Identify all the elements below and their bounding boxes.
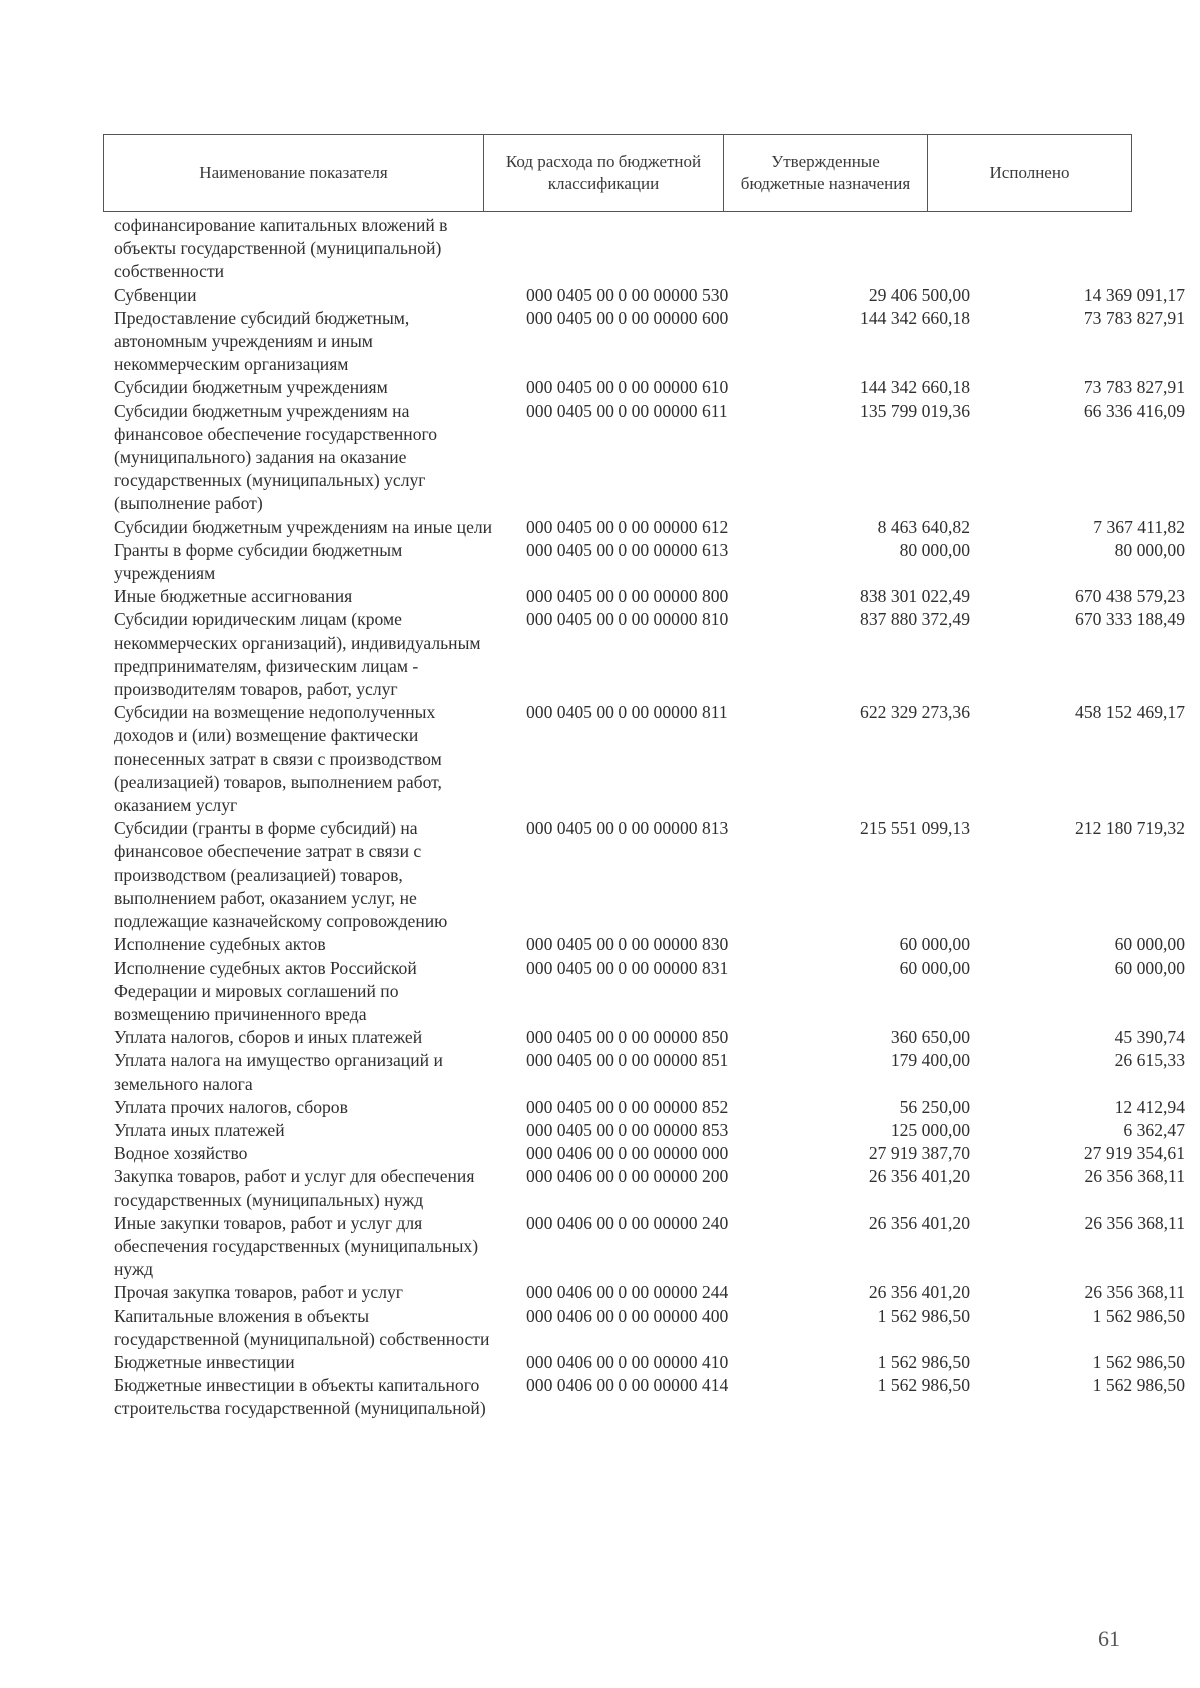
row-approved: 837 880 372,49	[860, 609, 970, 630]
row-executed: 212 180 719,32	[1075, 818, 1185, 839]
header-code: Код расхода по бюджетной классификации	[484, 135, 724, 212]
row-name: Исполнение судебных актов Российской Федерации и мировых соглашений по возмещению причиненного вреда	[114, 957, 417, 1024]
table-row	[103, 376, 1193, 399]
header-approved: Утвержденные бюджетные назначения	[724, 135, 928, 212]
table-row	[103, 1281, 1193, 1304]
row-name: Гранты в форме субсидии бюджетным учреждениям	[114, 539, 403, 584]
table-row	[103, 1165, 1193, 1211]
row-executed: 12 412,94	[1114, 1096, 1185, 1117]
table-row	[103, 701, 1193, 817]
row-code: 000 0405 00 0 00 00000 853	[526, 1119, 729, 1140]
table-row	[103, 307, 1193, 377]
row-approved: 1 562 986,50	[877, 1375, 970, 1396]
row-name: Субсидии юридическим лицам (кроме некоммерческих организаций), индивидуальным предпринимателям, физическим лицам - производителям товаров, работ, услуг	[114, 609, 481, 700]
table-row	[103, 214, 1193, 284]
row-name: Предоставление субсидий бюджетным, автономным учреждениям и иным некоммерческим организациям	[114, 307, 410, 375]
row-approved: 60 000,00	[899, 934, 970, 955]
row-approved: 29 406 500,00	[868, 284, 970, 305]
header-name: Наименование показателя	[104, 135, 484, 212]
table-row	[103, 1119, 1193, 1142]
row-approved: 838 301 022,49	[860, 586, 970, 607]
row-name: Водное хозяйство	[114, 1143, 248, 1164]
row-executed: 1 562 986,50	[1092, 1351, 1185, 1372]
row-name: Уплата прочих налогов, сборов	[114, 1096, 348, 1117]
row-code: 000 0405 00 0 00 00000 610	[526, 377, 729, 398]
row-code: 000 0405 00 0 00 00000 810	[526, 609, 729, 630]
row-approved: 215 551 099,13	[860, 818, 970, 839]
table-row	[103, 957, 1193, 1027]
row-name: Прочая закупка товаров, работ и услуг	[114, 1282, 404, 1303]
row-code: 000 0405 00 0 00 00000 611	[526, 400, 728, 421]
row-code: 000 0405 00 0 00 00000 830	[526, 934, 729, 955]
row-name: Бюджетные инвестиции в объекты капитального строительства государственной (муниципальной)	[114, 1375, 486, 1419]
row-name: софинансирование капитальных вложений в объекты государственной (муниципальной) собственности	[114, 215, 448, 282]
row-approved: 1 562 986,50	[877, 1305, 970, 1326]
row-name: Субсидии бюджетным учреждениям на финансовое обеспечение государственного (муниципального) задания на оказание государственных (муниципальных) услуг (выполнение работ)	[114, 400, 438, 514]
row-executed: 670 333 188,49	[1075, 609, 1185, 630]
row-code: 000 0406 00 0 00 00000 400	[526, 1305, 729, 1326]
row-approved: 179 400,00	[890, 1050, 970, 1071]
row-executed: 6 362,47	[1123, 1119, 1185, 1140]
page-number: 61	[1098, 1626, 1120, 1651]
row-name: Субсидии бюджетным учреждениям на иные цели	[114, 516, 493, 537]
row-code: 000 0406 00 0 00 00000 000	[526, 1143, 729, 1164]
table-row	[103, 585, 1193, 608]
row-approved: 60 000,00	[899, 957, 970, 978]
row-executed: 73 783 827,91	[1083, 307, 1185, 328]
row-code: 000 0406 00 0 00 00000 200	[526, 1166, 729, 1187]
table-row	[103, 400, 1193, 516]
row-approved: 26 356 401,20	[868, 1212, 970, 1233]
row-executed: 60 000,00	[1114, 934, 1185, 955]
row-name: Бюджетные инвестиции	[114, 1351, 295, 1372]
row-code	[502, 214, 766, 284]
row-executed	[981, 214, 1193, 284]
row-executed: 1 562 986,50	[1092, 1305, 1185, 1326]
row-approved: 8 463 640,82	[877, 516, 970, 537]
row-code: 000 0405 00 0 00 00000 813	[526, 818, 729, 839]
table-row	[103, 1212, 1193, 1282]
row-approved: 144 342 660,18	[860, 307, 970, 328]
row-executed: 26 356 368,11	[1084, 1166, 1185, 1187]
row-name: Исполнение судебных актов	[114, 934, 326, 955]
row-executed: 73 783 827,91	[1083, 377, 1185, 398]
row-approved: 622 329 273,36	[860, 702, 970, 723]
table-row	[103, 284, 1193, 307]
row-code: 000 0405 00 0 00 00000 831	[526, 957, 729, 978]
table-row	[103, 1351, 1193, 1374]
budget-table	[103, 214, 1193, 1421]
row-name: Субвенции	[114, 284, 197, 305]
row-name: Иные бюджетные ассигнования	[114, 586, 353, 607]
row-name: Закупка товаров, работ и услуг для обеспечения государственных (муниципальных) нужд	[114, 1166, 475, 1210]
row-approved: 360 650,00	[890, 1027, 970, 1048]
row-approved: 135 799 019,36	[860, 400, 970, 421]
row-code: 000 0405 00 0 00 00000 600	[526, 307, 729, 328]
row-approved: 27 919 387,70	[868, 1143, 970, 1164]
row-code: 000 0405 00 0 00 00000 852	[526, 1096, 729, 1117]
row-name: Субсидии (гранты в форме субсидий) на финансовое обеспечение затрат в связи с производством (реализацией) товаров, выполнением работ, оказанием услуг, не подлежащие казначейскому сопровождению	[114, 818, 448, 932]
row-approved	[766, 214, 981, 284]
row-name: Уплата налога на имущество организаций и земельного налога	[114, 1050, 443, 1094]
row-executed: 26 615,33	[1114, 1050, 1185, 1071]
row-executed: 80 000,00	[1114, 539, 1185, 560]
row-code: 000 0405 00 0 00 00000 851	[526, 1050, 729, 1071]
table-row	[103, 1305, 1193, 1351]
row-approved: 125 000,00	[890, 1119, 970, 1140]
table-header	[103, 134, 1132, 212]
row-code: 000 0405 00 0 00 00000 613	[526, 539, 729, 560]
row-name: Капитальные вложения в объекты государственной (муниципальной) собственности	[114, 1305, 490, 1349]
row-code: 000 0405 00 0 00 00000 530	[526, 284, 729, 305]
row-approved: 26 356 401,20	[868, 1282, 970, 1303]
row-code: 000 0406 00 0 00 00000 244	[526, 1282, 729, 1303]
table-row	[103, 1374, 1193, 1420]
row-name: Иные закупки товаров, работ и услуг для обеспечения государственных (муниципальных) нужд	[114, 1212, 479, 1280]
table-row	[103, 1142, 1193, 1165]
row-name: Уплата иных платежей	[114, 1119, 285, 1140]
row-code: 000 0406 00 0 00 00000 240	[526, 1212, 729, 1233]
row-name: Субсидии на возмещение недополученных доходов и (или) возмещение фактически понесенных затрат в связи с производством (реализацией) товаров, выполнением работ, оказанием услуг	[114, 702, 442, 816]
row-code: 000 0406 00 0 00 00000 410	[526, 1351, 729, 1372]
row-executed: 60 000,00	[1114, 957, 1185, 978]
row-approved: 80 000,00	[899, 539, 970, 560]
row-name: Уплата налогов, сборов и иных платежей	[114, 1027, 423, 1048]
row-code: 000 0406 00 0 00 00000 414	[526, 1375, 729, 1396]
row-executed: 1 562 986,50	[1092, 1375, 1185, 1396]
table-row	[103, 608, 1193, 701]
row-executed: 26 356 368,11	[1084, 1282, 1185, 1303]
row-executed: 45 390,74	[1114, 1027, 1185, 1048]
table-row	[103, 516, 1193, 539]
row-approved: 26 356 401,20	[868, 1166, 970, 1187]
row-approved: 1 562 986,50	[877, 1351, 970, 1372]
header-executed: Исполнено	[928, 135, 1132, 212]
row-executed: 27 919 354,61	[1083, 1143, 1185, 1164]
table-row	[103, 539, 1193, 585]
row-executed: 26 356 368,11	[1084, 1212, 1185, 1233]
row-executed: 14 369 091,17	[1083, 284, 1185, 305]
row-approved: 144 342 660,18	[860, 377, 970, 398]
row-executed: 458 152 469,17	[1075, 702, 1185, 723]
row-executed: 66 336 416,09	[1083, 400, 1185, 421]
row-code: 000 0405 00 0 00 00000 612	[526, 516, 729, 537]
row-approved: 56 250,00	[899, 1096, 970, 1117]
table-row	[103, 1026, 1193, 1049]
row-executed: 670 438 579,23	[1075, 586, 1185, 607]
table-row	[103, 933, 1193, 956]
table-row	[103, 1096, 1193, 1119]
row-name: Субсидии бюджетным учреждениям	[114, 377, 388, 398]
row-code: 000 0405 00 0 00 00000 850	[526, 1027, 729, 1048]
row-code: 000 0405 00 0 00 00000 811	[526, 702, 728, 723]
row-executed: 7 367 411,82	[1093, 516, 1185, 537]
table-row	[103, 817, 1193, 933]
row-code: 000 0405 00 0 00 00000 800	[526, 586, 729, 607]
table-row	[103, 1049, 1193, 1095]
